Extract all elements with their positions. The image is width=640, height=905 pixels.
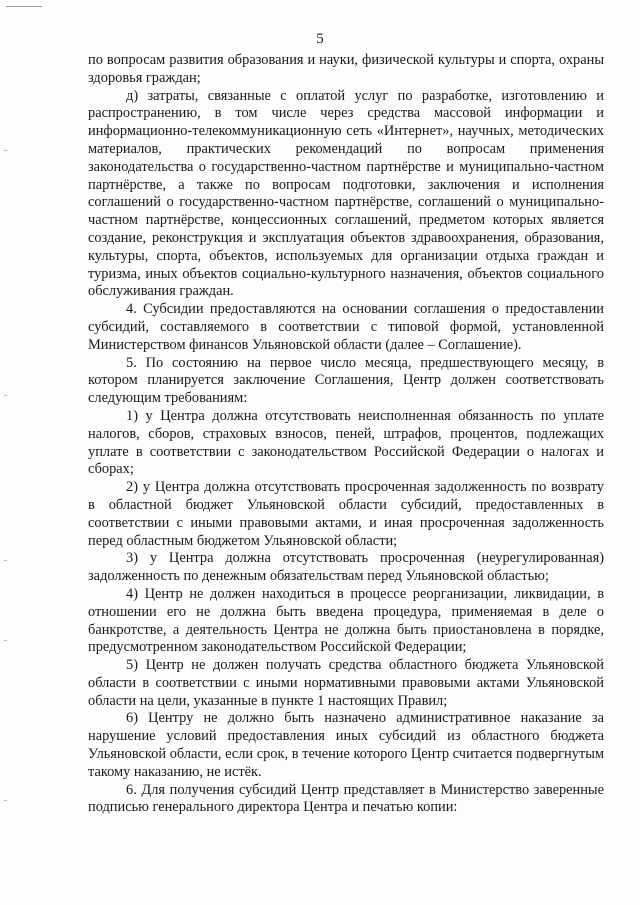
- paragraph-4: 4. Субсидии предоставляются на основании соглашения о предоставлении субсидий, составляемого в соответствии с типовой формой, установленной Министерством финансов Ульяновской области (далее – Соглашение).: [88, 301, 604, 353]
- requirement-4: 4) Центр не должен находиться в процессе реорганизации, ликвидации, в отношении его не должна быть введена процедура, применяемая в деле о банкротстве, а деятельность Центра не должна быть приостановлена в порядке, предусмотренном законодательством Российской Федерации;: [88, 585, 604, 656]
- paragraph-6: 6. Для получения субсидий Центр представляет в Министерство заверенные подписью генерального директора Центра и печатью копии:: [88, 781, 604, 816]
- requirement-2: 2) у Центра должна отсутствовать просроченная задолженность по возврату в областной бюджет Ульяновской области субсидий, предоставленных в соответствии с иными правовыми актами, и иная просроченная задолженность перед областным бюджетом Ульяновской области;: [88, 479, 604, 549]
- scan-corner-mark: [6, 6, 42, 9]
- paragraph-item-d: д) затраты, связанные с оплатой услуг по разработке, изготовлению и распространению, в том числе через средства массовой информации и информационно-телекоммуникационную сеть «Интернет», научных, методических материалов, практических рекомендаций по вопросам применения законодательства о государственно-частном партнёрстве и муниципально-частном партнёрстве, а также по вопросам подготовки, заключения и исполнения соглашений о государственно-частном партнёрстве, соглашений о муниципально-частном партнёрстве, концессионных соглашений, предметом которых является создание, реконструкция и эксплуатация объектов здравоохранения, образования, культуры, спорта, объектов, используемых для организации отдыха граждан и туризма, иных объектов социально-культурного назначения, объектов социального обслуживания граждан.: [88, 87, 604, 300]
- paragraph-continuation: по вопросам развития образования и науки, физической культуры и спорта, охраны здоровья граждан;: [88, 52, 604, 86]
- requirement-5: 5) Центр не должен получать средства областного бюджета Ульяновской области в соответствии с иными нормативными правовыми актами Ульяновской области на цели, указанные в пункте 1 настоящих Правил;: [88, 657, 604, 709]
- requirement-1: 1) у Центра должна отсутствовать неисполненная обязанность по уплате налогов, сборов, страховых взносов, пеней, штрафов, процентов, подлежащих уплате в соответствии с законодательством Российской Федерации о налогах и сборах;: [88, 407, 604, 478]
- scan-edge-marks: [4, 0, 8, 905]
- paragraph-5: 5. По состоянию на первое число месяца, предшествующего месяцу, в котором планируется заключение Соглашения, Центр должен соответствовать следующим требованиям:: [88, 354, 604, 407]
- page-number: 5: [316, 31, 324, 47]
- document-body: [88, 52, 604, 817]
- requirement-6: 6) Центру не должно быть назначено административное наказание за нарушение условий предоставления иных субсидий из областного бюджета Ульяновской области, если срок, в течение которого Центр считается подвергнутым такому наказанию, не истёк.: [88, 710, 604, 780]
- requirement-3: 3) у Центра должна отсутствовать просроченная (неурегулированная) задолженность по денежным обязательствам перед Ульяновской областью;: [88, 550, 604, 585]
